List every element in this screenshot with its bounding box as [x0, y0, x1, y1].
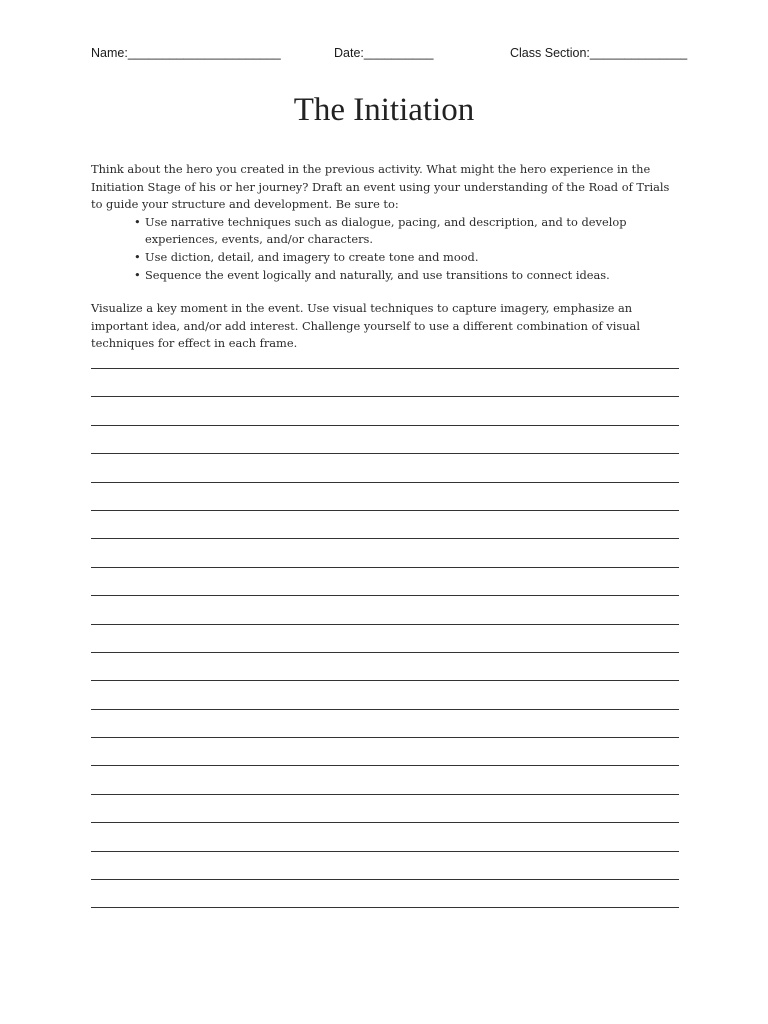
writing-line[interactable] — [91, 510, 679, 511]
instruction-item — [134, 249, 681, 267]
intro-paragraph: Think about the hero you created in the previous activity. What might the hero experience in the Initiation Stage of his or her journey? Draft an event using your understanding of the Road of Trials to guide your structure and development. Be sure to: — [91, 162, 670, 212]
instruction-text: Sequence the event logically and naturally, and use transitions to connect ideas. — [145, 267, 610, 282]
bullet-icon: • — [134, 214, 141, 229]
writing-line[interactable] — [91, 765, 679, 766]
name-field[interactable]: Name:______________________ — [91, 46, 281, 60]
instruction-text: Use diction, detail, and imagery to create tone and mood. — [145, 249, 479, 264]
visualize-section — [91, 300, 681, 353]
writing-line[interactable] — [91, 396, 679, 397]
writing-line[interactable] — [91, 368, 679, 369]
instruction-list — [91, 214, 681, 284]
writing-line[interactable] — [91, 680, 679, 681]
visualize-paragraph: Visualize a key moment in the event. Use visual techniques to capture imagery, emphasize an important idea, and/or add interest. Challenge yourself to use a different combination of visual techniques for effect in each frame. — [91, 301, 640, 351]
writing-line[interactable] — [91, 453, 679, 454]
writing-line[interactable] — [91, 879, 679, 880]
writing-line[interactable] — [91, 907, 679, 908]
instruction-text: Use narrative techniques such as dialogue, pacing, and description, and to develop experiences, events, and/or characters. — [145, 214, 627, 247]
bullet-icon: • — [134, 267, 141, 282]
instruction-item — [134, 267, 681, 285]
writing-area[interactable] — [91, 368, 679, 936]
writing-line[interactable] — [91, 595, 679, 596]
instruction-item — [134, 214, 681, 249]
writing-line[interactable] — [91, 624, 679, 625]
page-title: The Initiation — [293, 92, 475, 128]
writing-line[interactable] — [91, 851, 679, 852]
writing-line[interactable] — [91, 794, 679, 795]
writing-line[interactable] — [91, 567, 679, 568]
writing-line[interactable] — [91, 482, 679, 483]
writing-line[interactable] — [91, 709, 679, 710]
writing-line[interactable] — [91, 652, 679, 653]
class-section-field[interactable]: Class Section:______________ — [510, 46, 688, 60]
intro-section — [91, 161, 681, 284]
header-fields — [91, 46, 688, 66]
writing-line[interactable] — [91, 538, 679, 539]
bullet-icon: • — [134, 249, 141, 264]
writing-line[interactable] — [91, 822, 679, 823]
writing-line[interactable] — [91, 737, 679, 738]
date-field[interactable]: Date:__________ — [334, 46, 434, 60]
writing-line[interactable] — [91, 425, 679, 426]
